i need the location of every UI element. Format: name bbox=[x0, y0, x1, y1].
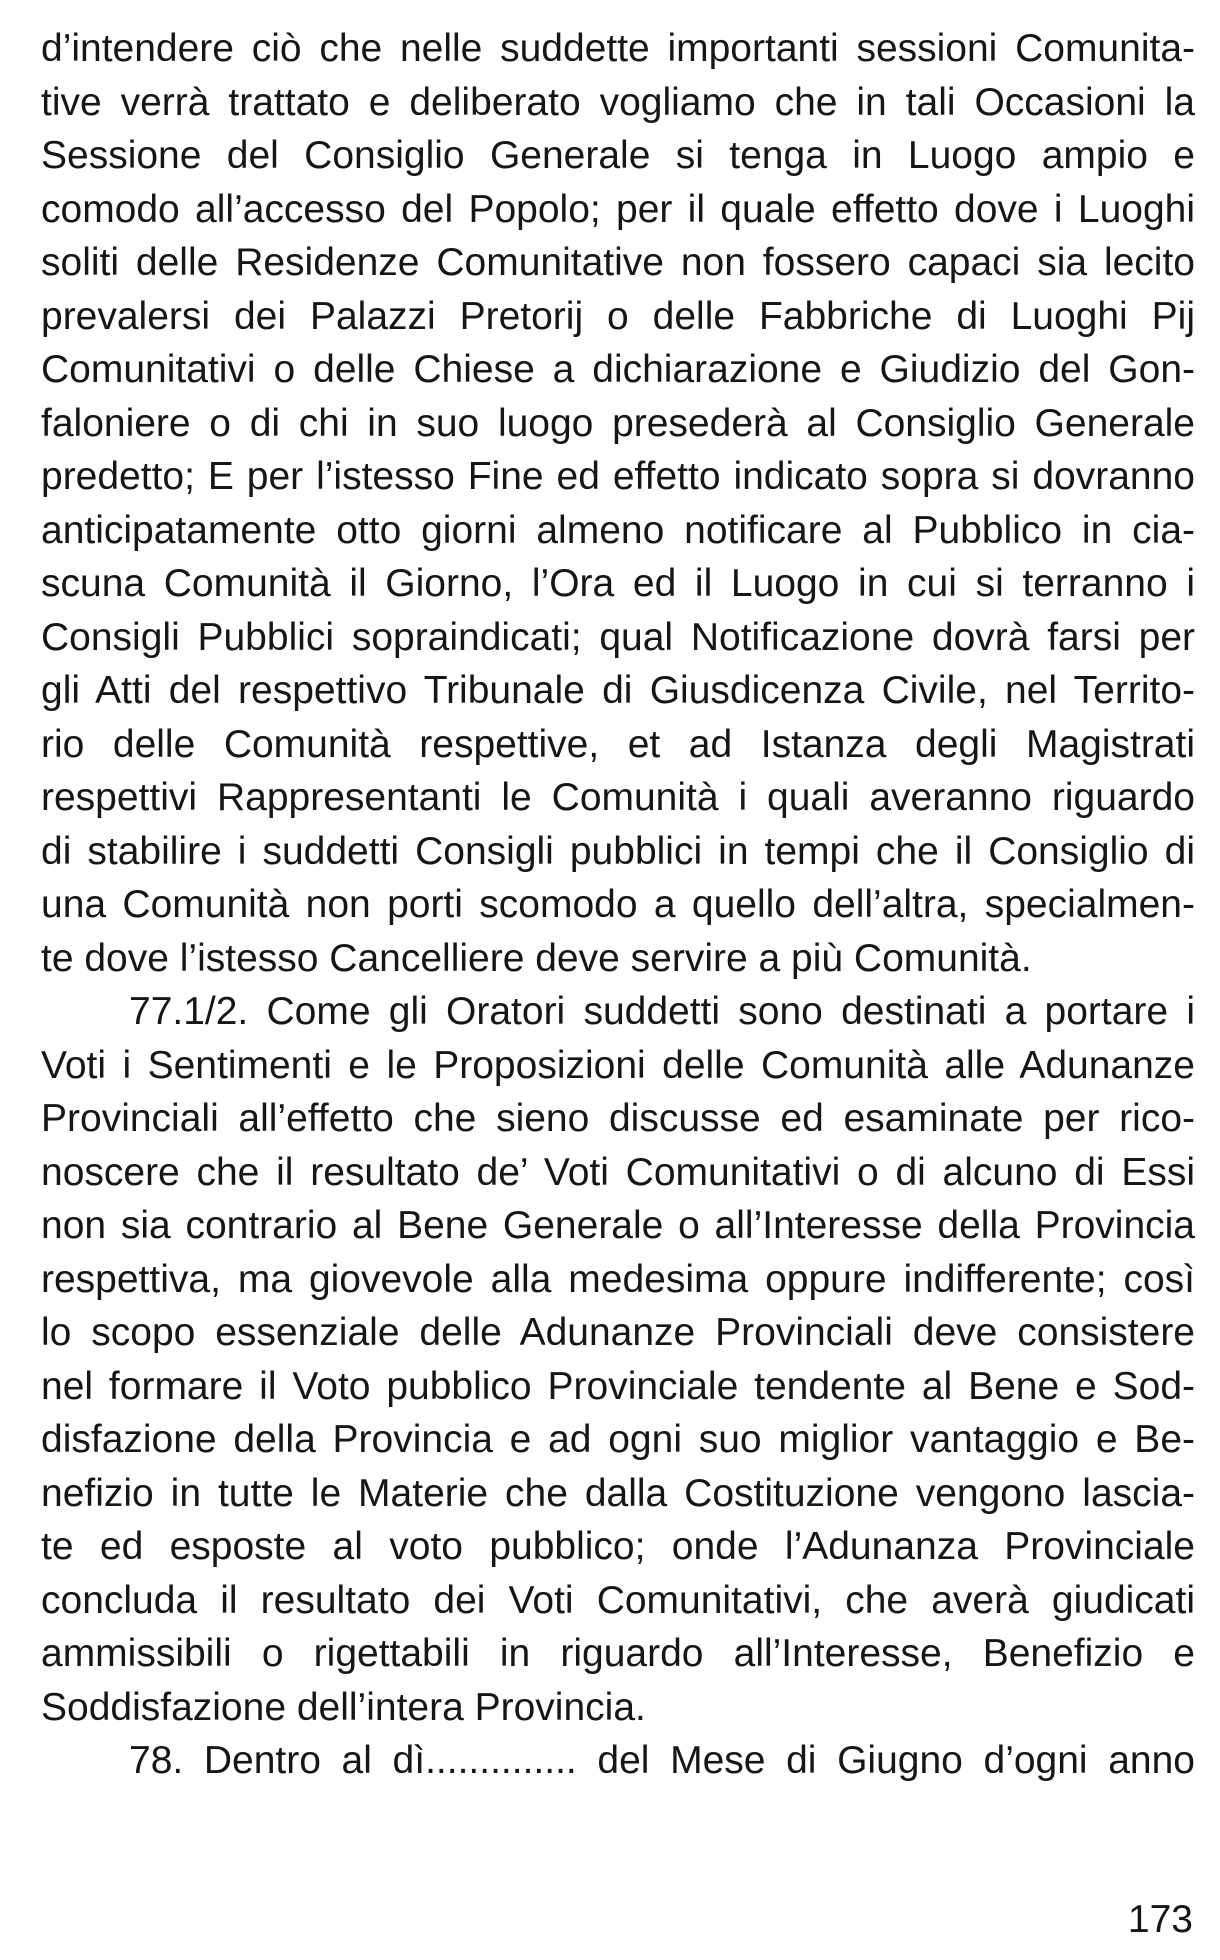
text-line: Sessione del Consiglio Generale si tenga in Luogo ampio e bbox=[41, 134, 1195, 177]
text-line: disfazione della Provincia e ad ogni suo miglior vantaggio e Be- bbox=[41, 1418, 1195, 1461]
text-line: respettiva, ma giovevole alla medesima oppure indifferente; così bbox=[41, 1257, 1195, 1301]
text-line: nel formare il Voto pubblico Provinciale tendente al Bene e Sod- bbox=[41, 1364, 1195, 1408]
text-line: Provinciali all’effetto che sieno discusse ed esaminate per rico- bbox=[41, 1097, 1195, 1140]
text-line: Consigli Pubblici sopraindicati; qual Notificazione dovrà farsi per bbox=[41, 615, 1195, 659]
text-line: comodo all’accesso del Popolo; per il quale effetto dove i Luoghi bbox=[41, 187, 1195, 231]
text-line: Voti i Sentimenti e le Proposizioni delle Comunità alle Adunanze bbox=[41, 1043, 1195, 1087]
text-line: rio delle Comunità respettive, et ad Istanza degli Magistrati bbox=[41, 722, 1195, 766]
text-line: gli Atti del respettivo Tribunale di Giusdicenza Civile, nel Territo- bbox=[41, 669, 1195, 712]
text-line: te dove l’istesso Cancelliere deve servire a più Comunità. bbox=[41, 936, 1032, 980]
text-line: 77.1/2. Come gli Oratori suddetti sono destinati a portare i bbox=[129, 990, 1195, 1033]
text-line: respettivi Rappresentanti le Comunità i quali averanno riguardo bbox=[41, 776, 1195, 819]
paragraph bbox=[41, 985, 1195, 1734]
text-line: noscere che il resultato de’ Voti Comunitativi o di alcuno di Essi bbox=[41, 1150, 1195, 1194]
text-line: scuna Comunità il Giorno, l’Ora ed il Luogo in cui si terranno i bbox=[41, 562, 1195, 605]
paragraph bbox=[41, 22, 1195, 985]
body-text bbox=[41, 22, 1195, 1788]
text-line: Comunitativi o delle Chiese a dichiarazione e Giudizio del Gon- bbox=[41, 348, 1195, 391]
text-line: prevalersi dei Palazzi Pretorij o delle Fabbriche di Luoghi Pij bbox=[41, 294, 1195, 338]
text-line: te ed esposte al voto pubblico; onde l’Adunanza Provinciale bbox=[41, 1525, 1195, 1568]
text-line: Soddisfazione dell’intera Provincia. bbox=[41, 1685, 646, 1729]
text-line: soliti delle Residenze Comunitative non fossero capaci sia lecito bbox=[41, 241, 1195, 284]
text-line: predetto; E per l’istesso Fine ed effetto indicato sopra si dovranno bbox=[41, 455, 1195, 498]
text-line: d’intendere ciò che nelle suddette importanti sessioni Comunita- bbox=[41, 27, 1195, 70]
text-line: di stabilire i suddetti Consigli pubblici in tempi che il Consiglio di bbox=[41, 829, 1195, 873]
text-line: lo scopo essenziale delle Adunanze Provinciali deve consistere bbox=[41, 1311, 1195, 1354]
text-line: concluda il resultato dei Voti Comunitativi, che averà giudicati bbox=[41, 1578, 1195, 1622]
text-line: tive verrà trattato e deliberato vogliamo che in tali Occasioni la bbox=[41, 80, 1195, 124]
text-line: anticipatamente otto giorni almeno notificare al Pubblico in cia- bbox=[41, 508, 1195, 552]
text-line: non sia contrario al Bene Generale o all’Interesse della Provincia bbox=[41, 1204, 1195, 1247]
text-line: faloniere o di chi in suo luogo presederà al Consiglio Generale bbox=[41, 401, 1195, 445]
text-line: ammissibili o rigettabili in riguardo all’Interesse, Benefizio e bbox=[41, 1632, 1195, 1675]
paragraph bbox=[41, 1734, 1195, 1788]
text-line: 78. Dentro al dì.............. del Mese di Giugno d’ogni anno bbox=[129, 1739, 1195, 1782]
text-line: una Comunità non porti scomodo a quello dell’altra, specialmen- bbox=[41, 883, 1195, 926]
page-number: 173 bbox=[1127, 1898, 1193, 1941]
text-line: nefizio in tutte le Materie che dalla Costituzione vengono lascia- bbox=[41, 1471, 1195, 1515]
